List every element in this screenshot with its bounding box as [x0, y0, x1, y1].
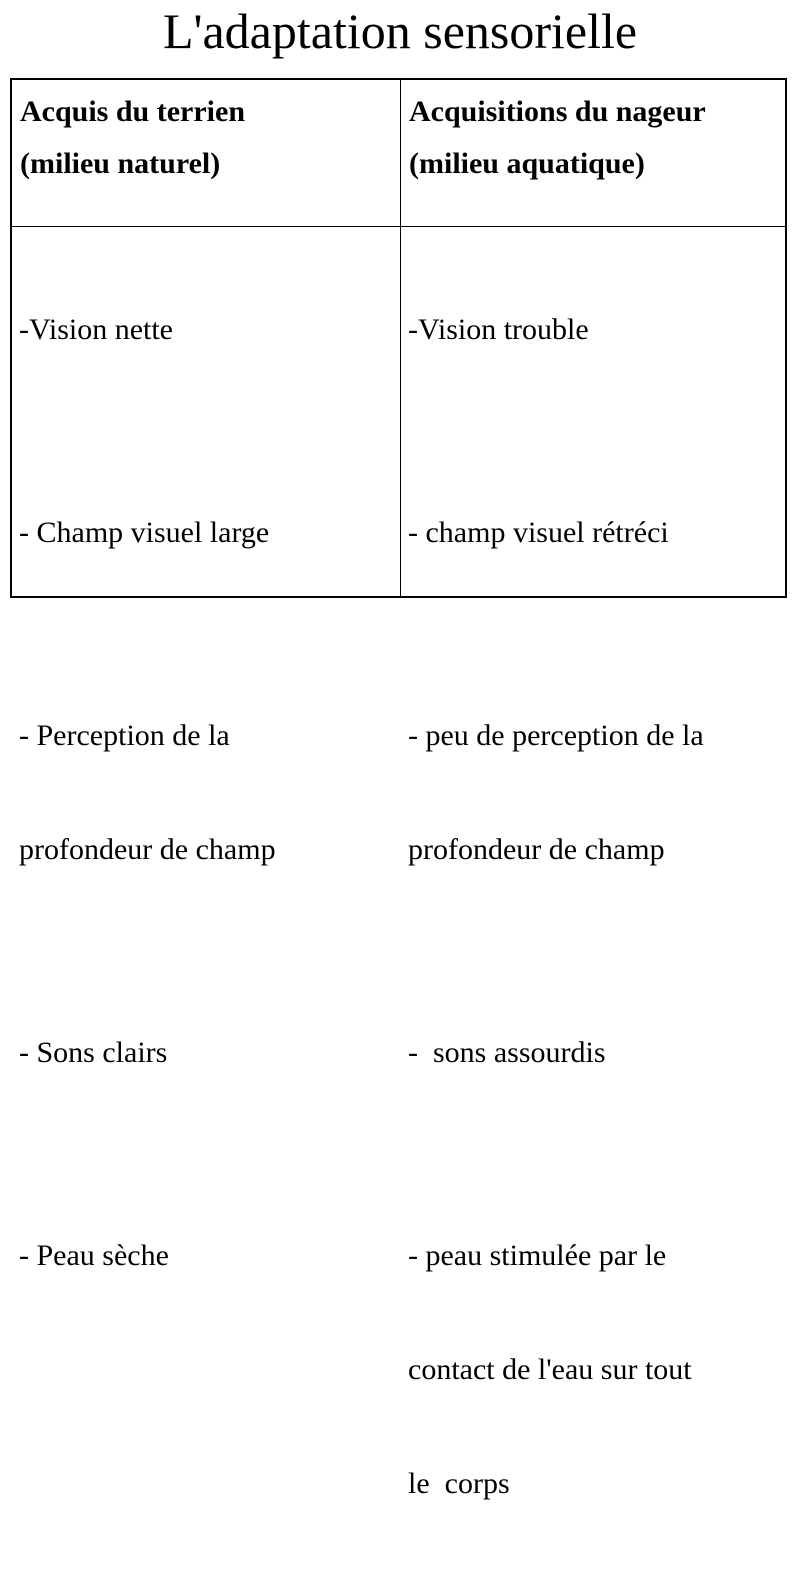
- item-line: profondeur de champ: [19, 833, 276, 866]
- body-cell-nageur: [408, 235, 778, 1592]
- list-item: [408, 641, 778, 945]
- item-line: profondeur de champ: [408, 833, 665, 866]
- item-line: - Sons clairs: [19, 1036, 168, 1069]
- list-item: [408, 438, 778, 628]
- item-line: - peu de perception de la: [408, 719, 704, 752]
- header-divider: [12, 226, 785, 227]
- item-line: -Vision nette: [19, 313, 173, 346]
- item-line: - Champ visuel large: [19, 516, 270, 549]
- item-line: le corps: [408, 1467, 510, 1500]
- header-line: (milieu naturel): [20, 147, 221, 180]
- header-cell-nageur: [409, 86, 706, 190]
- header-line: (milieu aquatique): [409, 147, 645, 180]
- list-item: [19, 641, 394, 945]
- item-line: - champ visuel rétréci: [408, 516, 669, 549]
- item-line: - Perception de la: [19, 719, 230, 752]
- item-line: - peau stimulée par le: [408, 1239, 667, 1272]
- item-line: contact de l'eau sur tout: [408, 1353, 692, 1386]
- list-item: [408, 958, 778, 1148]
- header-cell-terrien: [20, 86, 245, 190]
- item-line: - sons assourdis: [408, 1036, 606, 1069]
- header-line: Acquisitions du nageur: [409, 95, 706, 128]
- header-line: Acquis du terrien: [20, 95, 245, 128]
- page-title: L'adaptation sensorielle: [162, 3, 638, 59]
- list-item: [19, 235, 394, 425]
- comparison-table: [10, 78, 787, 1500]
- list-item: [408, 235, 778, 425]
- body-cell-terrien: [19, 235, 394, 1364]
- list-item: [19, 1161, 394, 1351]
- column-divider: [400, 80, 401, 596]
- list-item: [19, 438, 394, 628]
- list-item: [408, 1161, 778, 1579]
- list-item: [19, 958, 394, 1148]
- item-line: -Vision trouble: [408, 313, 589, 346]
- item-line: - Peau sèche: [19, 1239, 169, 1272]
